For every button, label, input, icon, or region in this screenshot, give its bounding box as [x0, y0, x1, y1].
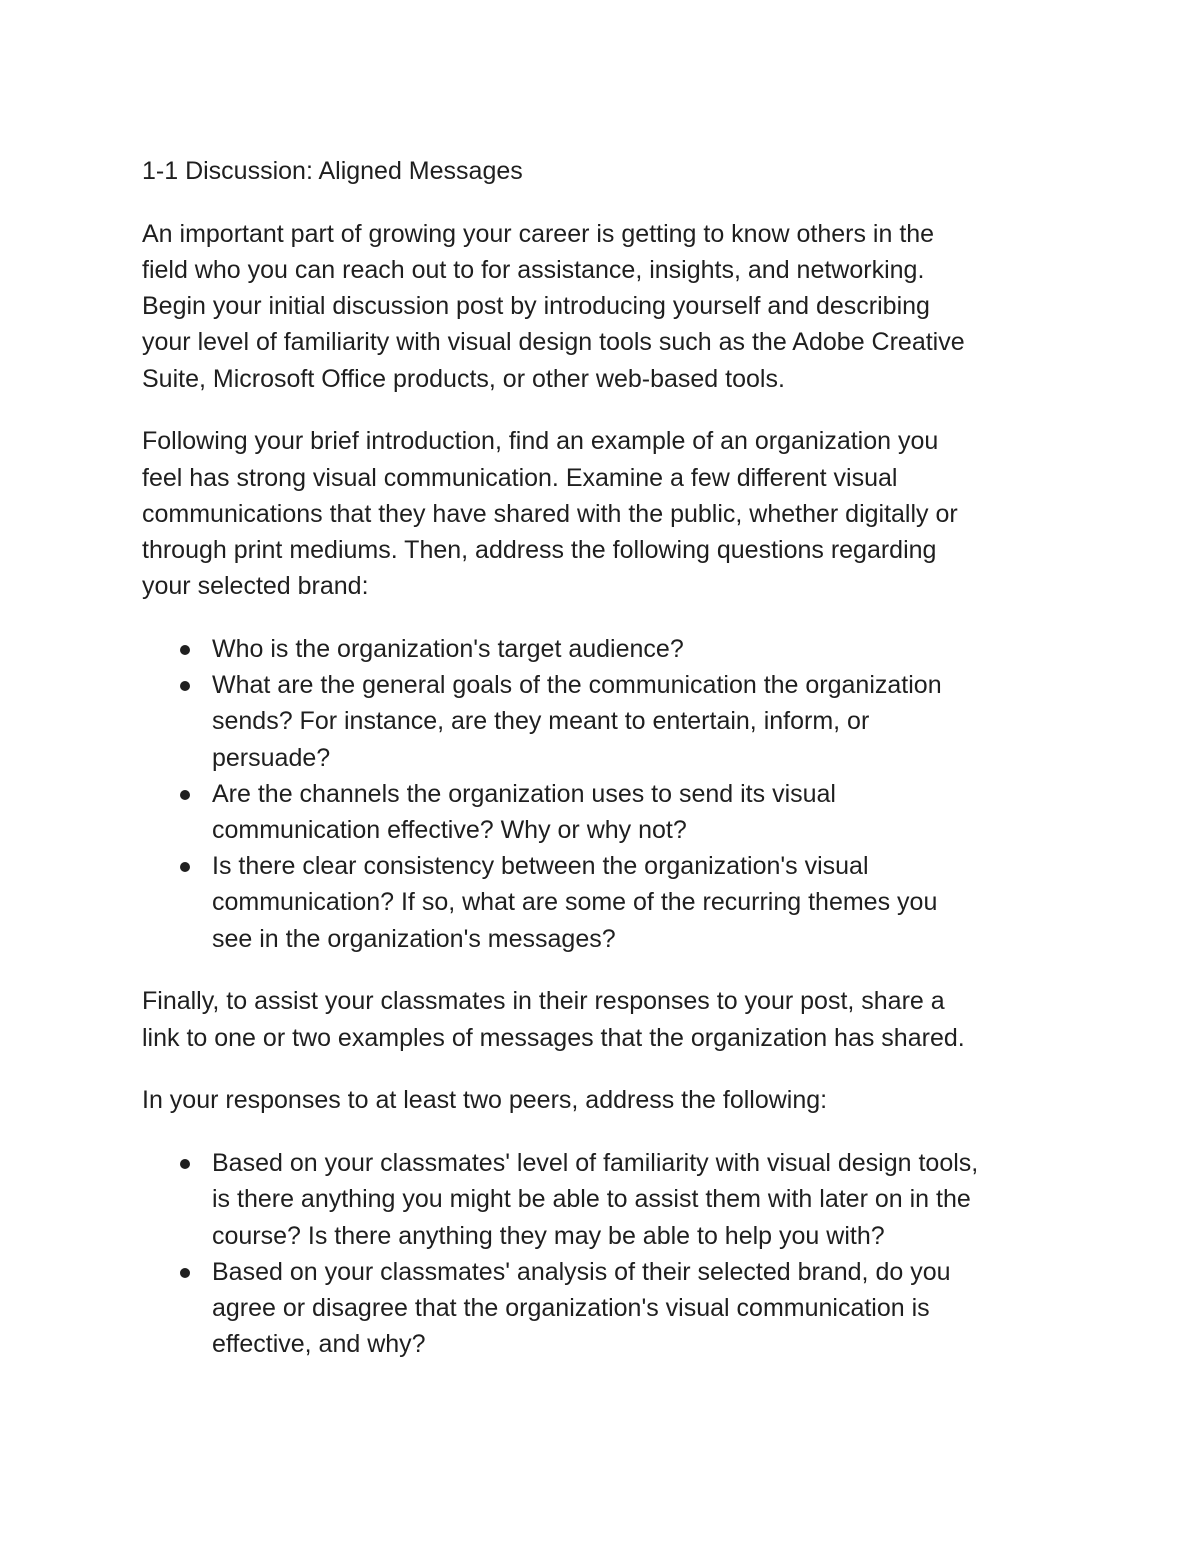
response-points-list [142, 1145, 1062, 1362]
intro-paragraph [142, 216, 1062, 397]
list-item-line: Based on your classmates' analysis of their selected brand, do you [212, 1257, 951, 1286]
paragraph-line: feel has strong visual communication. Examine a few different visual [142, 463, 898, 492]
title-line: 1-1 Discussion: Aligned Messages [142, 157, 523, 185]
list-item-line: effective, and why? [212, 1330, 426, 1359]
list-item-line: Are the channels the organization uses to send its visual [212, 779, 836, 808]
bullet-icon [180, 862, 190, 872]
list-item-line: Based on your classmates' level of familiarity with visual design tools, [212, 1149, 979, 1178]
document-title [142, 153, 1062, 189]
list-item-line: communication? If so, what are some of the recurring themes you [212, 888, 938, 917]
bullet-icon [180, 681, 190, 691]
questions-list [142, 631, 1062, 957]
list-item [142, 1145, 1062, 1254]
paragraph-line: link to one or two examples of messages that the organization has shared. [142, 1023, 965, 1052]
paragraph-line: field who you can reach out to for assistance, insights, and networking. [142, 256, 925, 284]
list-item-line: persuade? [212, 743, 331, 772]
list-item [142, 667, 1062, 776]
paragraph-line: through print mediums. Then, address the following questions regarding [142, 536, 937, 565]
paragraph-line: Begin your initial discussion post by introducing yourself and describing [142, 292, 930, 321]
list-item [142, 848, 1062, 957]
paragraph-line: Finally, to assist your classmates in their responses to your post, share a [142, 987, 945, 1016]
following-paragraph [142, 423, 1062, 604]
paragraph-line: An important part of growing your career is getting to know others in the [142, 219, 935, 248]
finally-paragraph [142, 983, 1062, 1055]
paragraph-line: In your responses to at least two peers, address the following: [142, 1086, 828, 1115]
list-item [142, 1254, 1062, 1363]
paragraph-line: communications that they have shared with the public, whether digitally or [142, 499, 958, 528]
list-item-line: communication effective? Why or why not? [212, 816, 687, 845]
document-body [142, 153, 1062, 1389]
list-item-line: see in the organization's messages? [212, 924, 616, 953]
list-item-line: Is there clear consistency between the organization's visual [212, 852, 869, 881]
list-item-line: sends? For instance, are they meant to entertain, inform, or [212, 707, 870, 736]
paragraph-line: your selected brand: [142, 572, 369, 601]
list-item-line: course? Is there anything they may be able to help you with? [212, 1221, 885, 1250]
bullet-icon [180, 790, 190, 800]
bullet-icon [180, 1159, 190, 1169]
paragraph-line: Following your brief introduction, find an example of an organization you [142, 427, 939, 456]
list-item-line: agree or disagree that the organization's visual communication is [212, 1294, 930, 1323]
list-item [142, 631, 1062, 667]
bullet-icon [180, 645, 190, 655]
list-item [142, 776, 1062, 848]
list-item-line: Who is the organization's target audience? [212, 635, 684, 664]
list-item-line: What are the general goals of the communication the organization [212, 671, 942, 700]
paragraph-line: Suite, Microsoft Office products, or other web-based tools. [142, 364, 785, 393]
responses-paragraph [142, 1082, 1062, 1118]
bullet-icon [180, 1268, 190, 1278]
list-item-line: is there anything you might be able to assist them with later on in the [212, 1185, 971, 1214]
paragraph-line: your level of familiarity with visual design tools such as the Adobe Creative [142, 328, 965, 357]
